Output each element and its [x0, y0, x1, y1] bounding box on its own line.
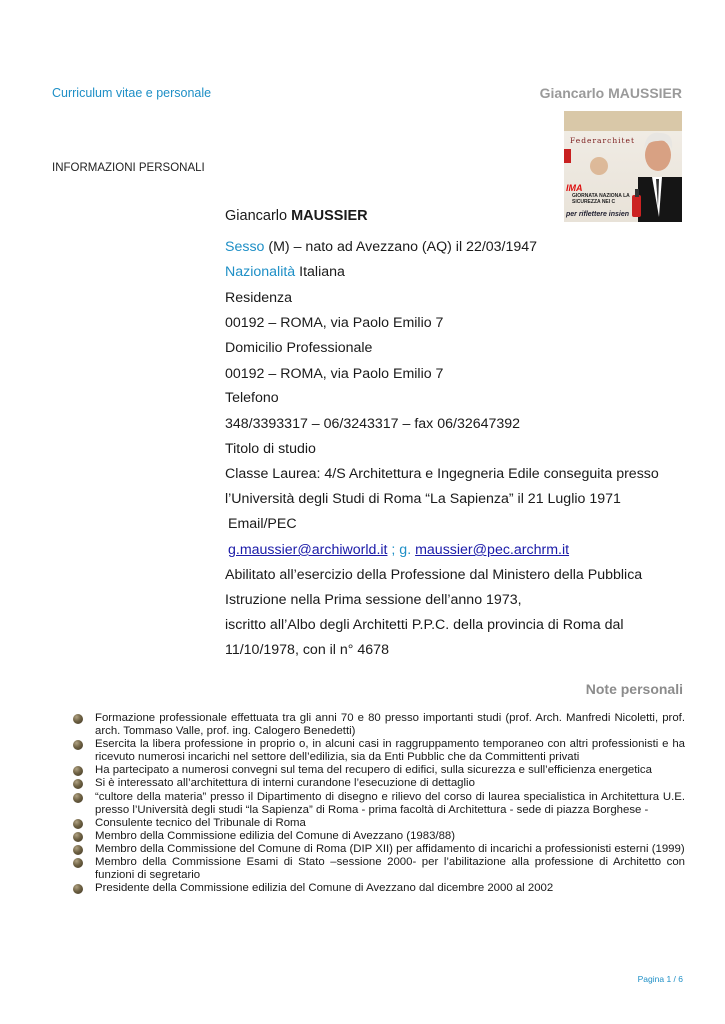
- qualification-line-2: Istruzione nella Prima sessione dell’anno 1973,: [225, 592, 522, 608]
- list-item: Formazione professionale effettuata tra gli anni 70 e 80 presso importanti studi (prof. Arch. Manfredi Nicoletti, prof. arch. Tommaso Valle, prof. ing. Calogero Benedetti): [73, 712, 685, 738]
- residence-label: Residenza: [225, 290, 293, 306]
- sex-line: [225, 239, 537, 255]
- person-name: [225, 208, 368, 224]
- document-header-title: Curriculum vitae e personale: [52, 86, 212, 100]
- office-value: 00192 – ROMA, via Paolo Emilio 7: [225, 366, 444, 382]
- photo-brand-text: Federarchitet: [570, 136, 636, 145]
- qualification-line-4: 11/10/1978, con il n° 4678: [225, 642, 389, 658]
- email-separator: ; g.: [387, 542, 416, 558]
- nationality-value: Italiana: [299, 264, 345, 280]
- bullet-icon: [73, 779, 83, 789]
- email-link-pec[interactable]: maussier@pec.archrm.it: [415, 542, 570, 558]
- bullet-icon: [73, 858, 83, 868]
- notes-list: [73, 712, 685, 895]
- phone-value: 348/3393317 – 06/3243317 – fax 06/32647392: [225, 416, 521, 432]
- office-label: Domicilio Professionale: [225, 340, 373, 356]
- list-item: Presidente della Commissione edilizia del Comune di Avezzano dal dicembre 2000 al 2002: [73, 882, 685, 895]
- email-label: Email/PEC: [228, 516, 297, 532]
- email-line: [228, 542, 569, 558]
- bullet-icon: [73, 793, 83, 803]
- residence-value: 00192 – ROMA, via Paolo Emilio 7: [225, 315, 444, 331]
- photo-logo: [590, 157, 608, 175]
- list-item: “cultore della materia” presso il Dipartimento di disegno e rilievo del corso di laurea specialistica in Architettura U.E. presso l’Università degli studi “la Sapienza” di Roma - prima facoltà di Architettura - sede di piazza Borghese -: [73, 791, 685, 817]
- bullet-icon: [73, 884, 83, 894]
- sex-label: Sesso: [225, 239, 265, 255]
- person-last-name: MAUSSIER: [291, 208, 368, 224]
- photo-ima-text: IMA: [566, 183, 583, 193]
- phone-label: Telefono: [225, 390, 279, 406]
- list-item: Si è interessato all’architettura di interni curandone l’esecuzione di dettaglio: [73, 777, 685, 790]
- section-label-personal-info: INFORMAZIONI PERSONALI: [52, 162, 205, 174]
- bullet-icon: [73, 766, 83, 776]
- list-item: Membro della Commissione Esami di Stato –sessione 2000- per l’abilitazione alla professione di Architetto con funzioni di segretario: [73, 856, 685, 882]
- qualification-line-3: iscritto all’Albo degli Architetti P.P.C. della provincia di Roma dal: [225, 617, 624, 633]
- list-item: Membro della Commissione del Comune di Roma (DIP XII) per affidamento di incarichi a professionisti esterni (1999): [73, 843, 685, 856]
- photo-red-mark: [564, 149, 571, 163]
- list-item: Membro della Commissione edilizia del Comune di Avezzano (1983/88): [73, 830, 685, 843]
- page-number: Pagina 1 / 6: [637, 974, 683, 984]
- nationality-label: Nazionalità: [225, 264, 296, 280]
- study-line-1: Classe Laurea: 4/S Architettura e Ingegneria Edile conseguita presso: [225, 466, 659, 482]
- notes-title: Note personali: [585, 681, 683, 697]
- bullet-icon: [73, 845, 83, 855]
- email-link-archiworld[interactable]: g.maussier@archiworld.it: [228, 542, 388, 558]
- photo-event-text: GIORNATA NAZIONA LA SICUREZZA NEI C: [572, 193, 630, 205]
- profile-photo: [564, 111, 682, 222]
- list-item: Esercita la libera professione in proprio o, in alcuni casi in raggruppamento temporaneo con altri professionisti e ha ricevuto numerosi incarichi nel settore dell’edilizia, sia da Enti Pubblic che da Committenti privati: [73, 738, 685, 764]
- study-label: Titolo di studio: [225, 441, 316, 457]
- person-silhouette: [632, 117, 682, 222]
- person-first-name: Giancarlo: [225, 208, 288, 224]
- study-line-2: l’Università degli Studi di Roma “La Sapienza” il 21 Luglio 1971: [225, 491, 621, 507]
- photo-slogan: per riflettere insien: [566, 211, 630, 218]
- sex-value: (M) – nato ad Avezzano (AQ) il 22/03/1947: [268, 239, 538, 255]
- nationality-line: [225, 264, 345, 280]
- bullet-icon: [73, 832, 83, 842]
- document-header-name: Giancarlo MAUSSIER: [539, 85, 682, 101]
- list-item: Ha partecipato a numerosi convegni sul tema del recupero di edifici, sulla sicurezza e sull’efficienza energetica: [73, 764, 685, 777]
- bullet-icon: [73, 714, 83, 724]
- bullet-icon: [73, 740, 83, 750]
- list-item: Consulente tecnico del Tribunale di Roma: [73, 817, 685, 830]
- bullet-icon: [73, 819, 83, 829]
- qualification-line-1: Abilitato all’esercizio della Professione dal Ministero della Pubblica: [225, 567, 643, 583]
